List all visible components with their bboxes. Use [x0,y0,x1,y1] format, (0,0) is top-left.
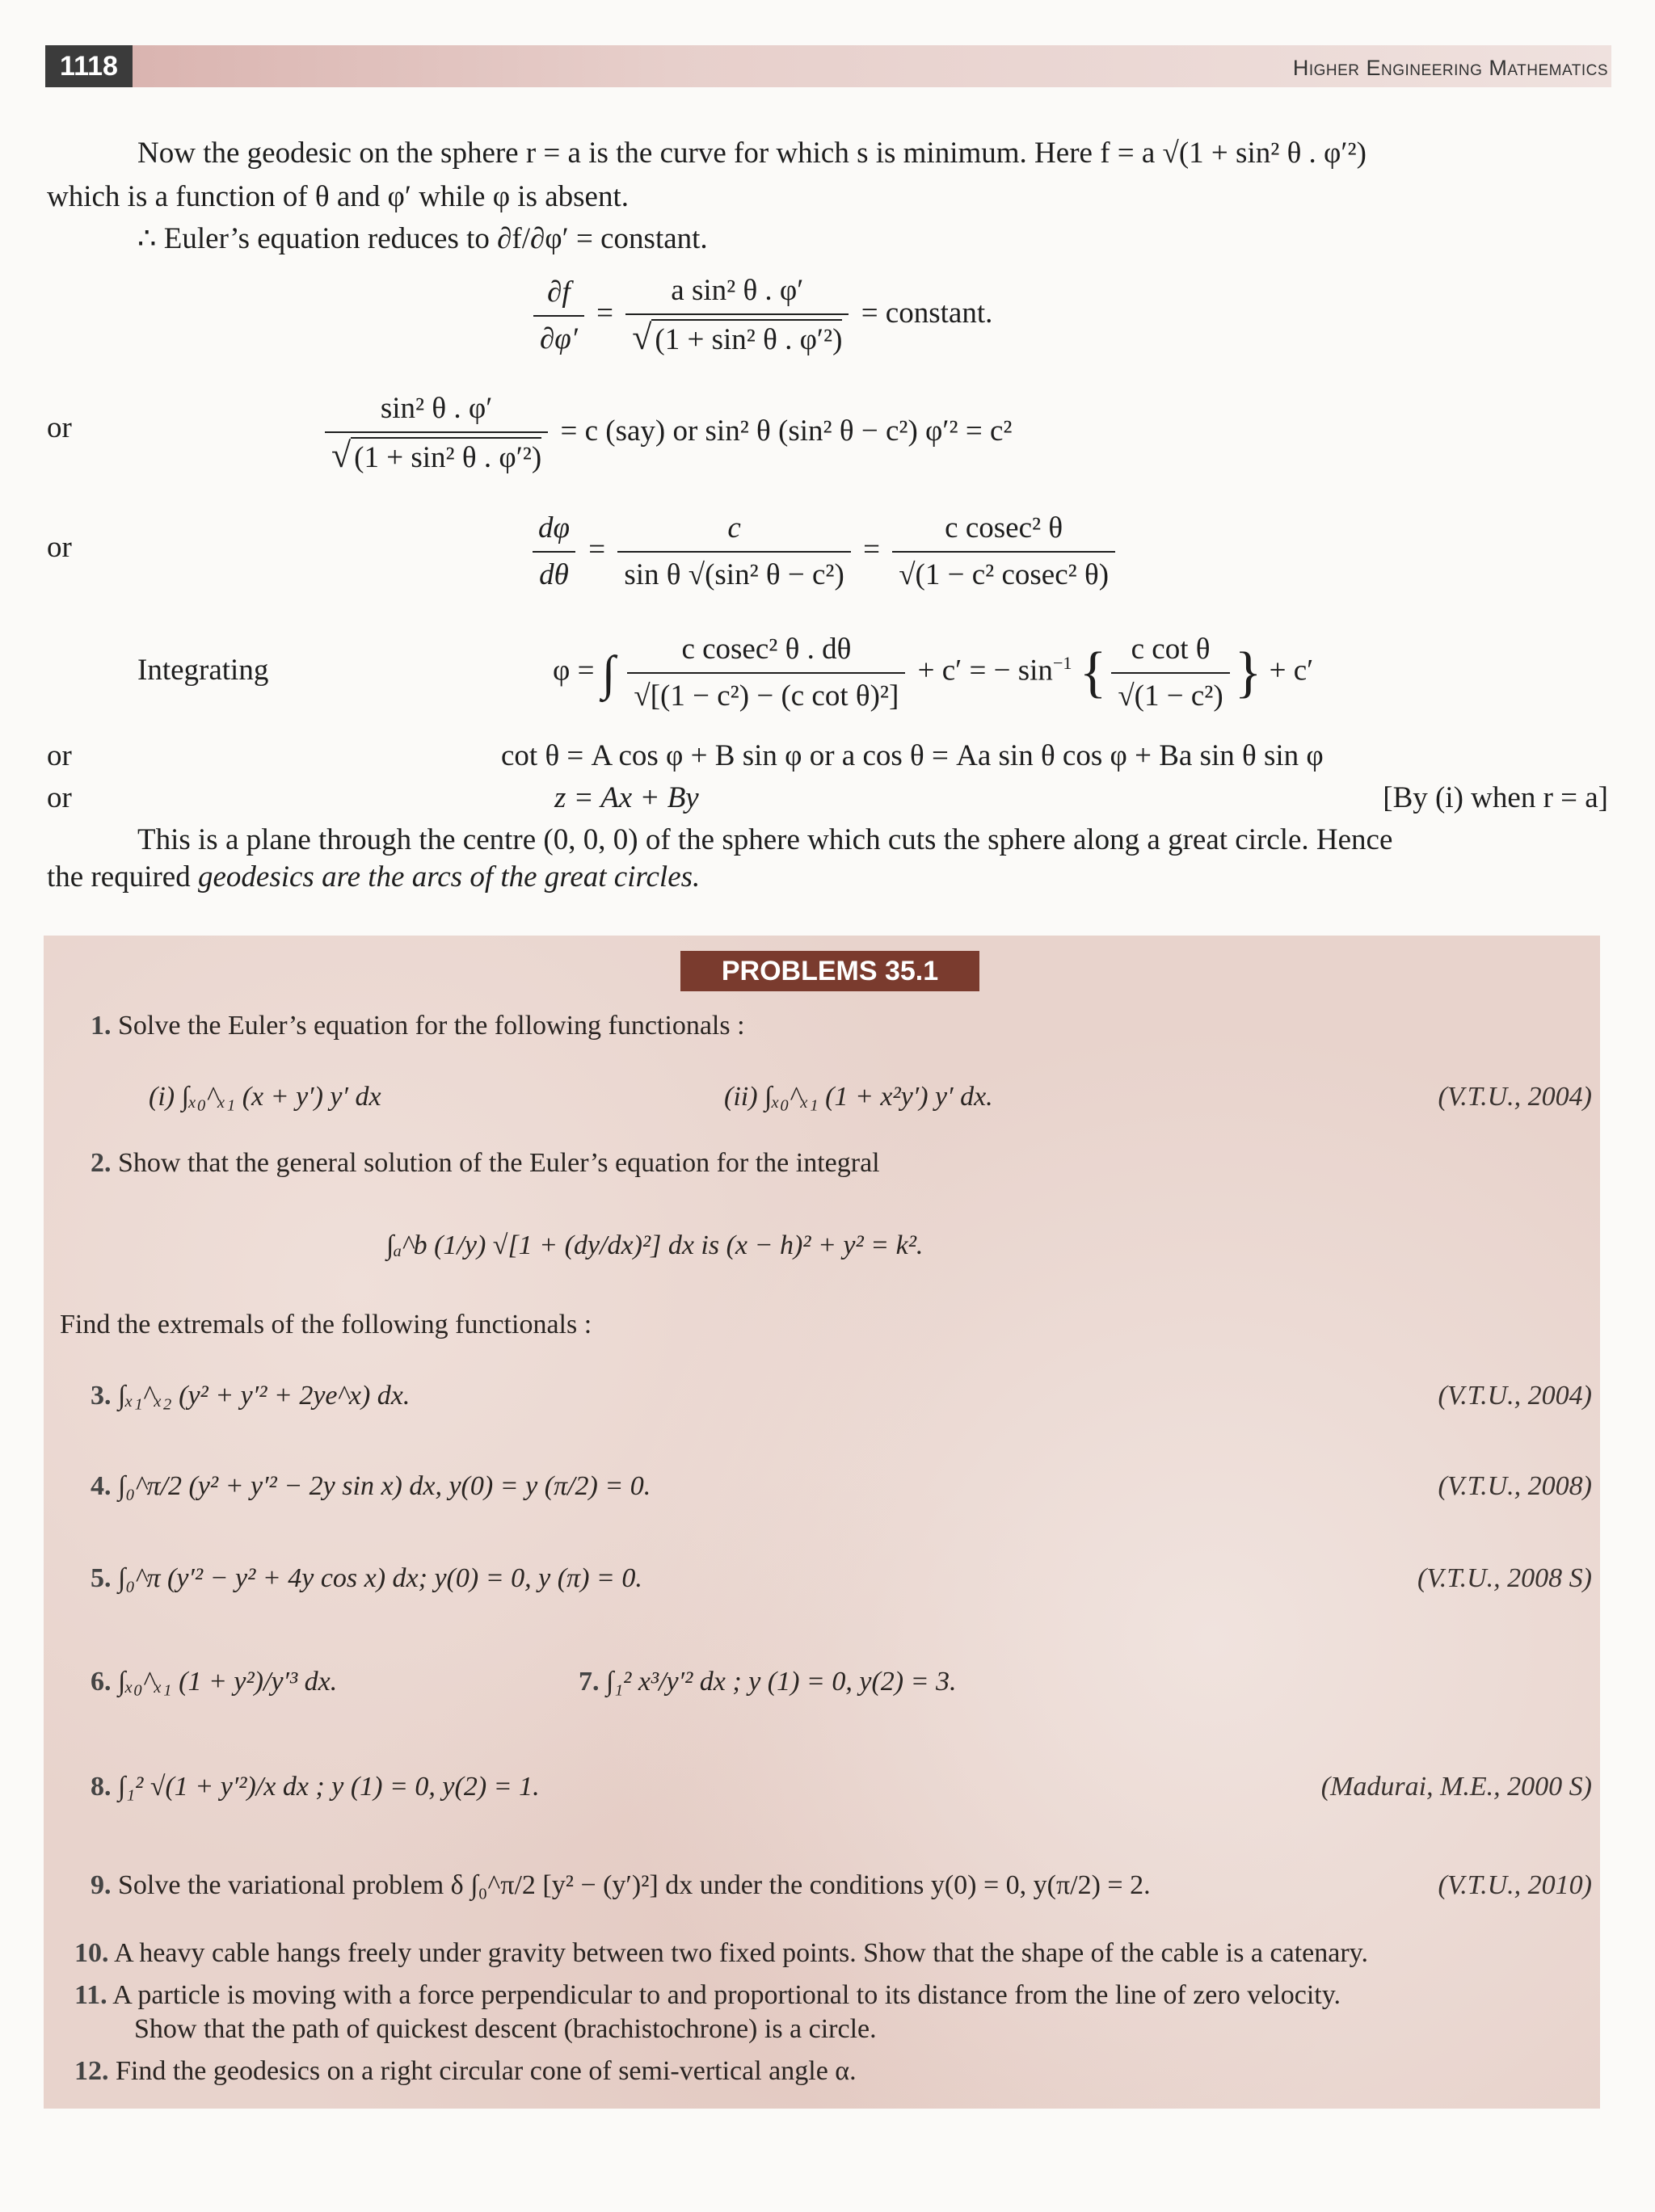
eq3-denominator-1: sin θ √(sin² θ − c²) [617,551,850,595]
problem-text: Find the geodesics on a right circular cone of semi-vertical angle α. [116,2056,857,2086]
problem-7 [579,1664,957,1700]
eq1-rhs: = constant. [861,296,993,330]
eq4-middle: + c′ = − sin [917,654,1053,688]
problem-text: ∫₀^π/2 (y² + y′² − 2y sin x) dx, y(0) = y (π/2) = 0. [118,1471,651,1501]
eq4-inner-numerator: c cot θ [1131,633,1211,666]
problem-number: 11. [74,1980,107,2010]
problem-1 [91,1008,745,1044]
source-4: (V.T.U., 2008) [1438,1471,1592,1501]
equation-1: $\frac{\partial f}{\partial\varphi'}$ = $\frac{\text{a sin² θ . φ′}}{\text{√ (1 + sin² θ . φ′²)}}$ = constant. [529,271,992,360]
problem-text: Show that the general solution of the Euler’s equation for the integral [118,1148,880,1178]
equation-2: $\frac{\text{sin² θ . φ′}}{\text{√ (1 + sin² θ . φ′²)}}$ = c (say) or sin² θ (sin² θ − c²) φ′² = c² [320,389,1012,477]
or-label-4: or [47,781,72,814]
eq3-numerator-2: c cosec² θ [945,511,1063,545]
integrating-label: Integrating [137,654,269,687]
problem-6 [91,1664,337,1700]
or-label-2: or [47,531,72,564]
paragraph-3-line-1: This is a plane through the centre (0, 0, 0) of the sphere which cuts the sphere along a great circle. Hence [137,823,1393,856]
eq2-numerator: sin² θ . φ′ [380,392,493,425]
problem-number: 3. [91,1381,112,1411]
problem-text: A heavy cable hangs freely under gravity between two fixed points. Show that the shape of the cable is a catenary. [114,1938,1368,1968]
book-title: Higher Engineering Mathematics [1292,56,1608,80]
page-number: 1118 [45,45,133,87]
integral-sign: ∫ [601,646,616,700]
problem-number: 12. [74,2056,109,2086]
problem-number: 5. [91,1563,112,1593]
problem-11 [74,1978,1341,2013]
equation-6: z = Ax + By [554,781,699,814]
left-brace: { [1079,641,1107,704]
eq3-lhs-denominator: dθ [533,551,575,595]
right-brace: } [1234,641,1262,704]
problem-text: ∫₁² x³/y′² dx ; y (1) = 0, y(2) = 3. [606,1667,957,1697]
problem-number: 9. [91,1870,112,1900]
problem-2-integral: ∫ₐ^b (1/y) √[1 + (dy/dx)²] dx is (x − h)² + y² = k². [386,1230,924,1260]
problem-3 [91,1378,410,1414]
eq4-inner-denominator: √(1 − c²) [1111,672,1229,716]
eq4-numerator: c cosec² θ . dθ [681,633,852,666]
problem-1-part-i: (i) ∫ₓ₀^ₓ₁ (x + y′) y′ dx [149,1082,381,1112]
equation-3: $\frac{d\varphi}{d\theta}$ = $\frac{c}{\text{sin θ √(sin² θ − c²)}}$ = $\frac{\text{c cosec² θ}}{\text{√(1 − c² cosec² θ)}}$ [527,509,1120,595]
problem-9 [91,1868,1151,1903]
problem-10 [74,1936,1368,1971]
problem-number: 10. [74,1938,109,1968]
eq2-denominator: (1 + sin² θ . φ′²) [351,437,541,477]
problem-4 [91,1469,651,1504]
eq2-rhs: = c (say) or sin² θ (sin² θ − c²) φ′² = c² [560,414,1013,448]
paragraph-3-plain: the required [47,860,198,894]
problem-number: 1. [91,1011,112,1041]
eq1-numerator: a sin² θ . φ′ [671,274,804,307]
problem-8 [91,1769,540,1805]
eq3-denominator-2: √(1 − c² cosec² θ) [892,551,1115,595]
problem-number: 2. [91,1148,112,1178]
problem-text: A particle is moving with a force perpendicular to and proportional to its distance from the line of zero velocity. [112,1980,1341,2010]
eq3-lhs-numerator: dφ [538,511,570,545]
or-label-1: or [47,411,72,444]
eq4-end: + c′ [1269,654,1314,688]
source-3: (V.T.U., 2004) [1438,1381,1592,1411]
eq1-lhs-numerator: ∂f [547,275,571,309]
paragraph-1-line-2: which is a function of θ and φ′ while φ is absent. [47,180,630,213]
equation-5: cot θ = A cos φ + B sin φ or a cos θ = Aa sin θ cos φ + Ba sin θ sin φ [501,739,1324,772]
paragraph-2: ∴ Euler’s equation reduces to ∂f/∂φ′ = constant. [137,222,708,255]
eq4-lhs: φ = [553,654,595,688]
paragraph-3-line-2 [47,858,700,897]
source-9: (V.T.U., 2010) [1438,1870,1592,1900]
problem-text: Solve the variational problem δ ∫₀^π/2 [y² − (y′)²] dx under the conditions y(0) = 0, y(π/2) = 2. [118,1870,1151,1900]
paragraph-3-italic: geodesics are the arcs of the great circles. [197,860,701,894]
problem-number: 7. [579,1667,600,1697]
problem-text: Solve the Euler’s equation for the following functionals : [118,1011,745,1041]
problem-number: 6. [91,1667,112,1697]
eq3-numerator-1: c [727,511,741,545]
extremals-heading: Find the extremals of the following functionals : [60,1310,592,1339]
problem-5 [91,1561,642,1596]
source-8: (Madurai, M.E., 2000 S) [1320,1772,1592,1802]
eq1-denominator: (1 + sin² θ . φ′²) [651,319,842,360]
problem-number: 8. [91,1772,112,1802]
problem-text: ∫ₓ₀^ₓ₁ (1 + y²)/y′³ dx. [118,1667,338,1697]
problem-text: ∫₁² √(1 + y′²)/x dx ; y (1) = 0, y(2) = 1. [118,1772,540,1802]
problem-11-line-2: Show that the path of quickest descent (brachistochrone) is a circle. [134,2014,877,2044]
problem-12 [74,2054,857,2089]
source-1: (V.T.U., 2004) [1438,1082,1592,1112]
problem-text: ∫ₓ₁^ₓ₂ (y² + y′² + 2ye^x) dx. [118,1381,411,1411]
eq4-denominator: √[(1 − c²) − (c cot θ)²] [627,672,905,716]
problem-number: 4. [91,1471,112,1501]
problems-title: PROBLEMS 35.1 [680,951,979,991]
source-5: (V.T.U., 2008 S) [1417,1563,1592,1593]
eq1-lhs-denominator: ∂φ′ [533,315,584,359]
problem-2 [91,1146,880,1181]
equation-6-note: [By (i) when r = a] [1383,781,1608,814]
equation-4: φ = ∫ $\frac{\text{c cosec² θ . dθ}}{\text{√[(1 − c²) − (c cot θ)²]}}$ + c′ = − $\sin^{-1}$ { $\frac{\text{c cot θ}}{\text{√(1 − c²)}}$ } + c′ [553,630,1313,716]
problem-text: ∫₀^π (y′² − y² + 4y cos x) dx; y(0) = 0, y (π) = 0. [118,1563,642,1593]
paragraph-1-line-1: Now the geodesic on the sphere r = a is the curve for which s is minimum. Here f = a √(1 + sin² θ . φ′²) [137,137,1367,170]
or-label-3: or [47,739,72,772]
problem-1-part-ii: (ii) ∫ₓ₀^ₓ₁ (1 + x²y′) y′ dx. [724,1082,993,1112]
